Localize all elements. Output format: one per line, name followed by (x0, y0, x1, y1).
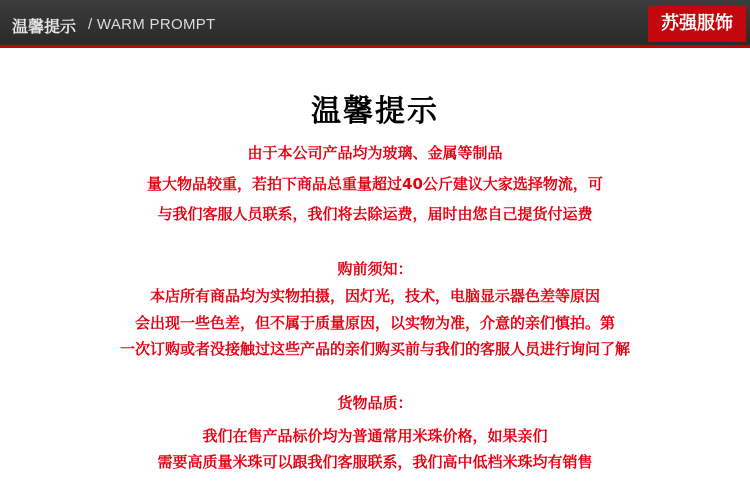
notice-heading: 购前须知： (337, 260, 413, 278)
intro-line-2: 量大物品较重，若拍下商品总重量超过40公斤建议大家选择物流，可 (147, 175, 603, 193)
quality-line-1: 我们在售产品标价均为普通常用米珠价格，如果亲们 (202, 427, 548, 445)
brand-badge[interactable]: 苏强服饰 (648, 6, 746, 42)
header-title: 温馨提示 (12, 17, 77, 36)
notice-line-1: 本店所有商品均为实物拍摄，因灯光，技术，电脑显示器色差等原因 (149, 287, 600, 305)
quality-line-2: 需要高质量米珠可以跟我们客服联系，我们高中低档米珠均有销售 (157, 453, 593, 471)
notice-line-3: 一次订购或者没接触过这些产品的亲们购买前与我们的客服人员进行询问了解 (119, 340, 630, 358)
intro-line-1: 由于本公司产品均为玻璃、金属等制品 (247, 144, 503, 162)
quality-heading: 货物品质： (337, 394, 413, 412)
header-bar (0, 0, 750, 48)
intro-line-3: 与我们客服人员联系，我们将去除运费，届时由您自己提货付运费 (157, 205, 593, 223)
header-subtitle: / WARM PROMPT (88, 16, 216, 33)
notice-line-2: 会出现一些色差，但不属于质量原因，以实物为准，介意的亲们慎拍。第 (134, 314, 615, 332)
page-title: 温馨提示 (311, 94, 439, 129)
